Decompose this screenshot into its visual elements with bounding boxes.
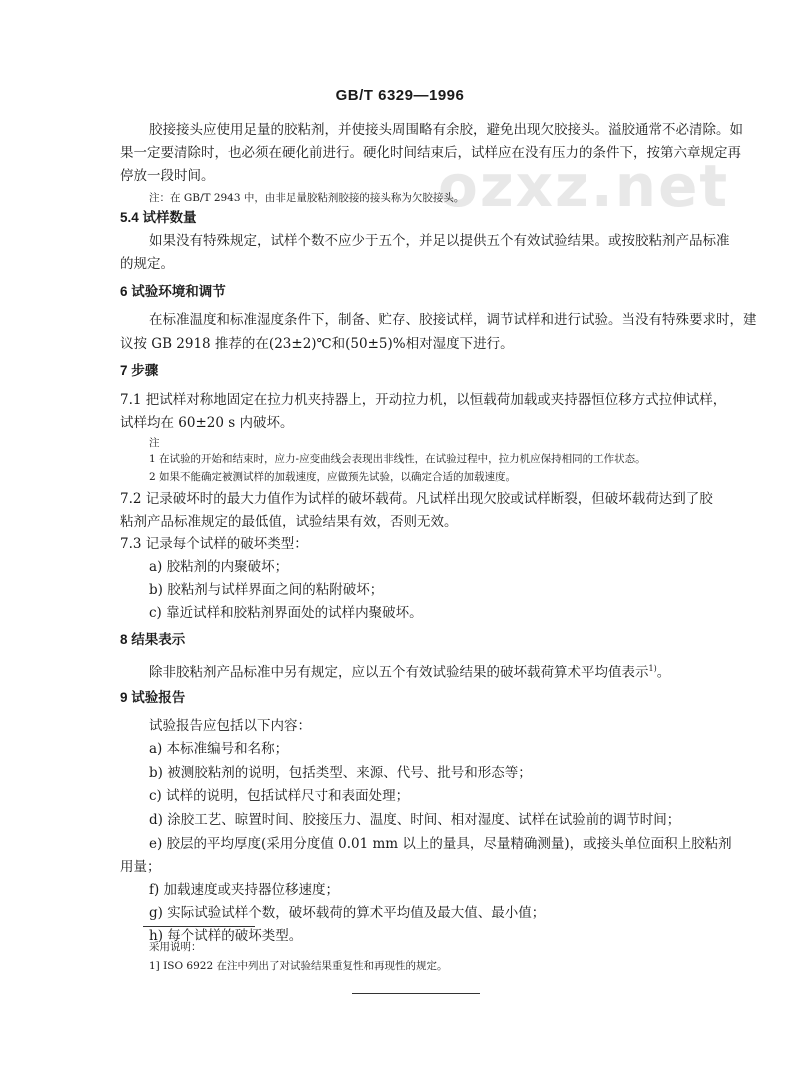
section-heading-6: 6 试验环境和调节 (120, 284, 226, 299)
list-item: b) 胶粘剂与试样界面之间的粘附破坏； (149, 582, 384, 598)
para-line: 果一定要清除时，也必须在硬化前进行。硬化时间结束后，试样应在没有压力的条件下，按第六章规定再 (120, 145, 741, 161)
section-heading-8: 8 结果表示 (120, 632, 186, 647)
list-item: g) 实际试验试样个数，破坏载荷的算术平均值及最大值、最小值； (149, 905, 546, 921)
footnote-divider (143, 926, 255, 927)
para-line: 试验报告应包括以下内容： (149, 718, 311, 734)
note-line: 2 如果不能确定被测试样的加载速度，应做预先试验，以确定合适的加载速度。 (149, 471, 517, 483)
para-line: 粘剂产品标准规定的最低值，试验结果有效，否则无效。 (120, 514, 458, 530)
page-header: GB/T 6329—1996 (335, 87, 465, 104)
section-heading-7: 7 步骤 (120, 363, 159, 378)
watermark: ozxz.net (438, 152, 730, 220)
para-end: 。 (656, 664, 671, 681)
para-line: 的规定。 (120, 256, 174, 272)
list-item: d) 涂胶工艺、晾置时间、胶接压力、温度、时间、相对湿度、试样在试验前的调节时间； (149, 812, 681, 828)
end-rule (352, 993, 480, 994)
note-line: 1 在试验的开始和结束时，应力-应变曲线会表现出非线性，在试验过程中，拉力机应保持相同的工作状态。 (149, 453, 646, 465)
list-item: f) 加载速度或夹持器位移速度； (149, 882, 340, 898)
note-label: 注 (149, 437, 160, 449)
para-line: 7.2 记录破坏时的最大力值作为试样的破坏载荷。凡试样出现欠胶或试样断裂，但破坏载荷达到了胶 (120, 491, 713, 507)
para-line: 7.3 记录每个试样的破坏类型： (120, 536, 308, 552)
list-item: h) 每个试样的破坏类型。 (149, 928, 303, 944)
list-item: c) 靠近试样和胶粘剂界面处的试样内聚破坏。 (149, 605, 423, 621)
section-heading-9: 9 试验报告 (120, 690, 186, 705)
footnote-ref: 1) (648, 664, 657, 673)
para-line (149, 659, 670, 683)
footnote-text: 1] ISO 6922 在注中列出了对试验结果重复性和再现性的规定。 (149, 960, 448, 972)
note-line: 注：在 GB/T 2943 中，由非足量胶粘剂胶接的接头称为欠胶接头。 (149, 192, 465, 204)
list-item: e) 胶层的平均厚度(采用分度值 0.01 mm 以上的量具，尽量精确测量)，或接头单位面积上胶粘剂 (149, 836, 732, 852)
para-text: 除非胶粘剂产品标准中另有规定，应以五个有效试验结果的破坏载荷算术平均值表示 (149, 664, 649, 681)
para-line: 停放一段时间。 (120, 168, 215, 184)
list-item: c) 试样的说明，包括试样尺寸和表面处理； (149, 788, 410, 804)
list-item: a) 胶粘剂的内聚破坏； (149, 559, 289, 575)
list-item: b) 被测胶粘剂的说明，包括类型、来源、代号、批号和形态等； (149, 765, 532, 781)
para-line: 试样均在 60±20 s 内破坏。 (120, 415, 294, 431)
para-line: 7.1 把试样对称地固定在拉力机夹持器上，开动拉力机，以恒载荷加载或夹持器恒位移方式拉伸试样， (120, 392, 727, 408)
footnote-label: 采用说明： (149, 941, 202, 953)
para-line: 胶接接头应使用足量的胶粘剂，并使接头周围略有余胶，避免出现欠胶接头。溢胶通常不必清除。如 (149, 122, 743, 138)
list-item-continuation: 用量； (120, 859, 161, 875)
para-line: 如果没有特殊规定，试样个数不应少于五个，并足以提供五个有效试验结果。或按胶粘剂产品标准 (149, 233, 730, 249)
para-line: 议按 GB 2918 推荐的在(23±2)℃和(50±5)%相对湿度下进行。 (120, 336, 514, 352)
list-item: a) 本标准编号和名称； (149, 741, 289, 757)
section-heading-5-4: 5.4 试样数量 (120, 210, 197, 225)
para-line: 在标准温度和标准湿度条件下，制备、贮存、胶接试样，调节试样和进行试验。当没有特殊要求时，建 (149, 312, 757, 328)
